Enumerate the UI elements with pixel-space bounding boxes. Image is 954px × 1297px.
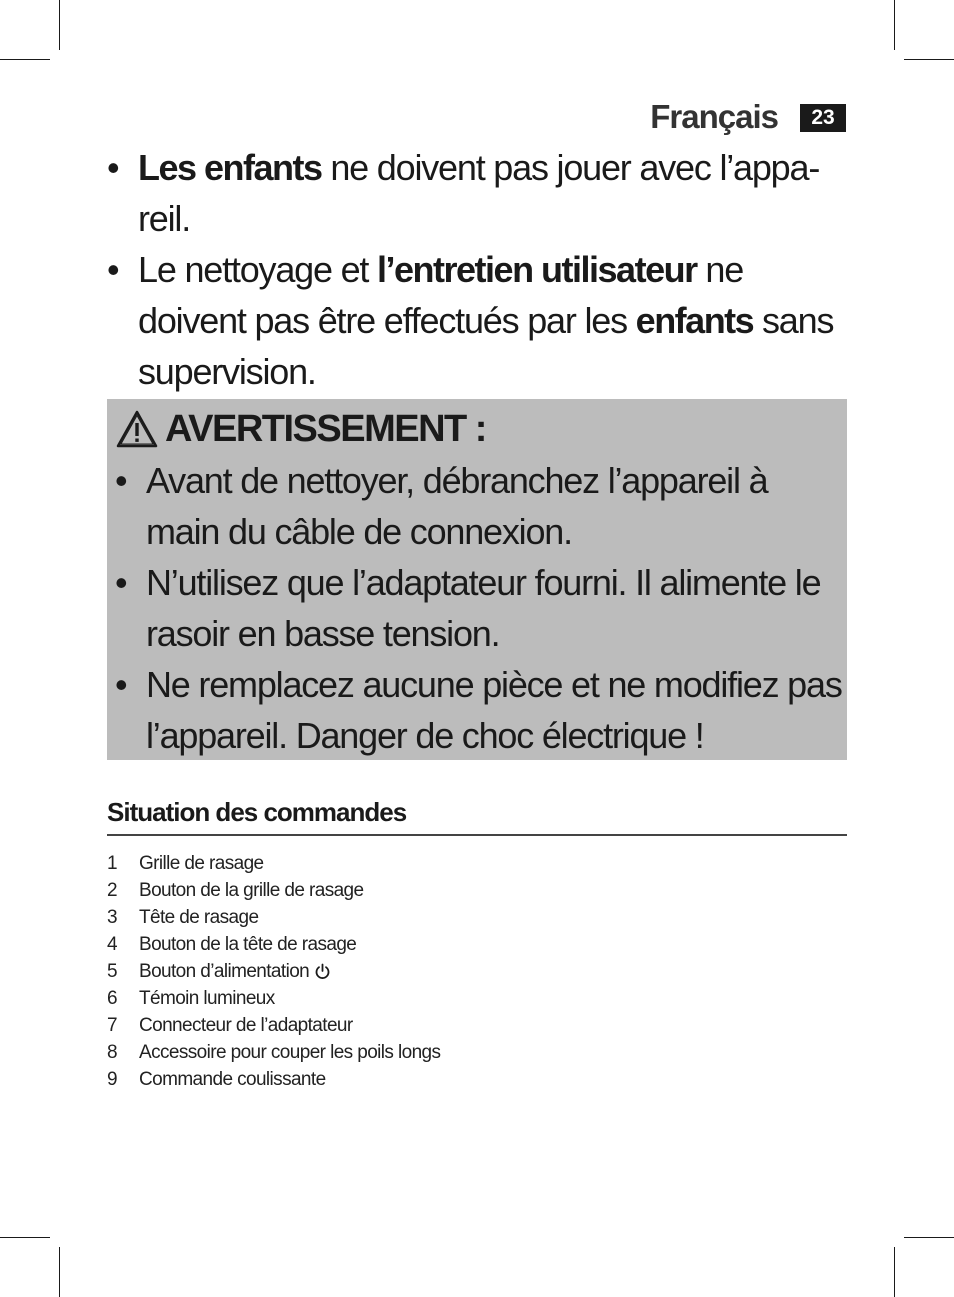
crop-mark [894, 0, 895, 50]
item-label: Tête de rasage [139, 907, 259, 928]
item-number: 6 [107, 988, 117, 1009]
power-icon [314, 963, 331, 980]
warning-item: • N’utilisez que l’adaptateur fourni. Il alimente le rasoir en basse tension. [115, 557, 843, 659]
warning-heading [115, 403, 486, 455]
item-label: Commande coulissante [139, 1069, 326, 1090]
crop-mark [59, 1247, 60, 1297]
section-heading: Situation des commandes [107, 797, 847, 836]
crop-mark [904, 1237, 954, 1238]
list-item [107, 1012, 440, 1039]
item-number: 8 [107, 1042, 117, 1063]
crop-mark [0, 1237, 50, 1238]
item-label: Bouton de la tête de rasage [139, 934, 357, 955]
controls-list [107, 850, 440, 1093]
crop-mark [894, 1247, 895, 1297]
bullet-text: ne doivent pas être effectués par les [138, 249, 744, 341]
item-number: 7 [107, 1015, 117, 1036]
crop-mark [59, 0, 60, 50]
page-number-badge: 23 [800, 104, 846, 132]
crop-mark [904, 59, 954, 60]
bullet-cleaning [107, 244, 852, 397]
item-number: 4 [107, 934, 117, 955]
warning-box [107, 399, 847, 760]
list-item [107, 931, 440, 958]
warning-title: AVERTISSEMENT : [165, 408, 486, 450]
warning-item: • Ne remplacez aucune pièce et ne modifiez pas l’appareil. Danger de choc électrique ! [115, 659, 843, 761]
bullet-text: sans supervision. [138, 300, 834, 392]
item-label: Bouton de la grille de rasage [139, 880, 364, 901]
bullet-children-play [107, 142, 852, 244]
bullet-text: Le nettoyage et [138, 249, 378, 290]
list-item [107, 958, 440, 985]
bullet-bold-text: l’entretien utilisateur [377, 249, 697, 290]
warning-list [115, 455, 843, 761]
item-number: 5 [107, 961, 117, 982]
list-item [107, 850, 440, 877]
safety-bullet-list [107, 142, 852, 397]
warning-item: • Avant de nettoyer, débranchez l’appareil à main du câble de connexion. [115, 455, 843, 557]
list-item [107, 1066, 440, 1093]
item-number: 3 [107, 907, 117, 928]
item-number: 9 [107, 1069, 117, 1090]
list-item [107, 877, 440, 904]
warning-triangle-icon [115, 409, 159, 449]
crop-mark [0, 59, 50, 60]
list-item [107, 1039, 440, 1066]
item-label: Grille de rasage [139, 853, 264, 874]
item-number: 1 [107, 853, 117, 874]
bullet-text: ne doivent pas jouer avec l’appa-reil. [138, 147, 820, 239]
item-number: 2 [107, 880, 117, 901]
bullet-bold-text: enfants [635, 300, 754, 341]
list-item [107, 985, 440, 1012]
bullet-bold-text: Les enfants [138, 147, 322, 188]
item-label: Accessoire pour couper les poils longs [139, 1042, 441, 1063]
item-label: Bouton d’alimentation [139, 961, 310, 982]
page-language-label: Français [650, 98, 778, 135]
item-label: Connecteur de l’adaptateur [139, 1015, 353, 1036]
item-label: Témoin lumineux [139, 988, 275, 1009]
list-item [107, 904, 440, 931]
